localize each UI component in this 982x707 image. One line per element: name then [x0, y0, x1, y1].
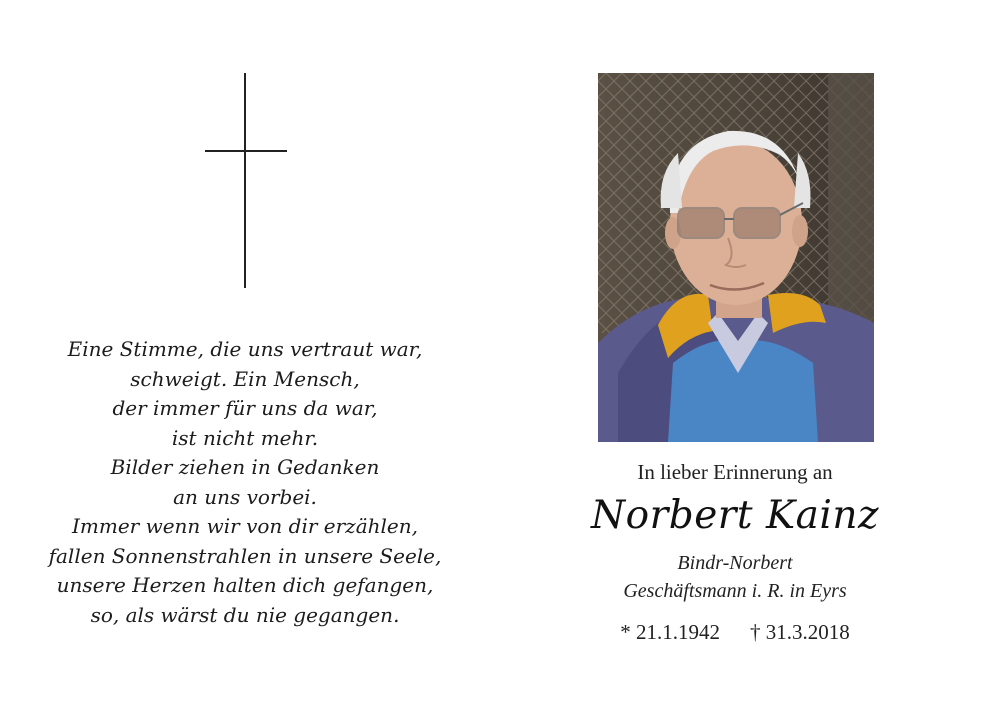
birth-date: * 21.1.1942: [620, 620, 720, 644]
memorial-intro: In lieber Erinnerung an: [637, 460, 833, 484]
poem-line: an uns vorbei.: [173, 484, 317, 509]
poem-line: schweigt. Ein Mensch,: [130, 366, 360, 391]
cross-icon: [205, 73, 287, 288]
poem-line: der immer für uns da war,: [112, 396, 378, 420]
poem-line: Bilder ziehen in Gedanken: [110, 455, 380, 479]
memorial-poem: [30, 335, 460, 630]
portrait-photo: [598, 73, 874, 442]
poem-line: ist nicht mehr.: [171, 425, 319, 450]
portrait-illustration: [598, 73, 874, 442]
life-dates: [560, 620, 910, 645]
deceased-nickname: Bindr-Norbert: [677, 552, 793, 574]
poem-line: Eine Stimme, die uns vertraut war,: [67, 337, 423, 361]
cross-horizontal-bar: [205, 150, 287, 152]
cross-vertical-bar: [244, 73, 246, 288]
deceased-occupation: Geschäftsmann i. R. in Eyrs: [623, 580, 847, 602]
poem-line: unsere Herzen halten dich gefangen,: [56, 573, 434, 597]
poem-line: Immer wenn wir von dir erzählen,: [72, 514, 418, 538]
death-date: † 31.3.2018: [750, 620, 850, 644]
poem-line: fallen Sonnenstrahlen in unsere Seele,: [48, 543, 442, 568]
deceased-name: Norbert Kainz: [590, 493, 880, 538]
poem-line: so, als wärst du nie gegangen.: [90, 602, 400, 627]
